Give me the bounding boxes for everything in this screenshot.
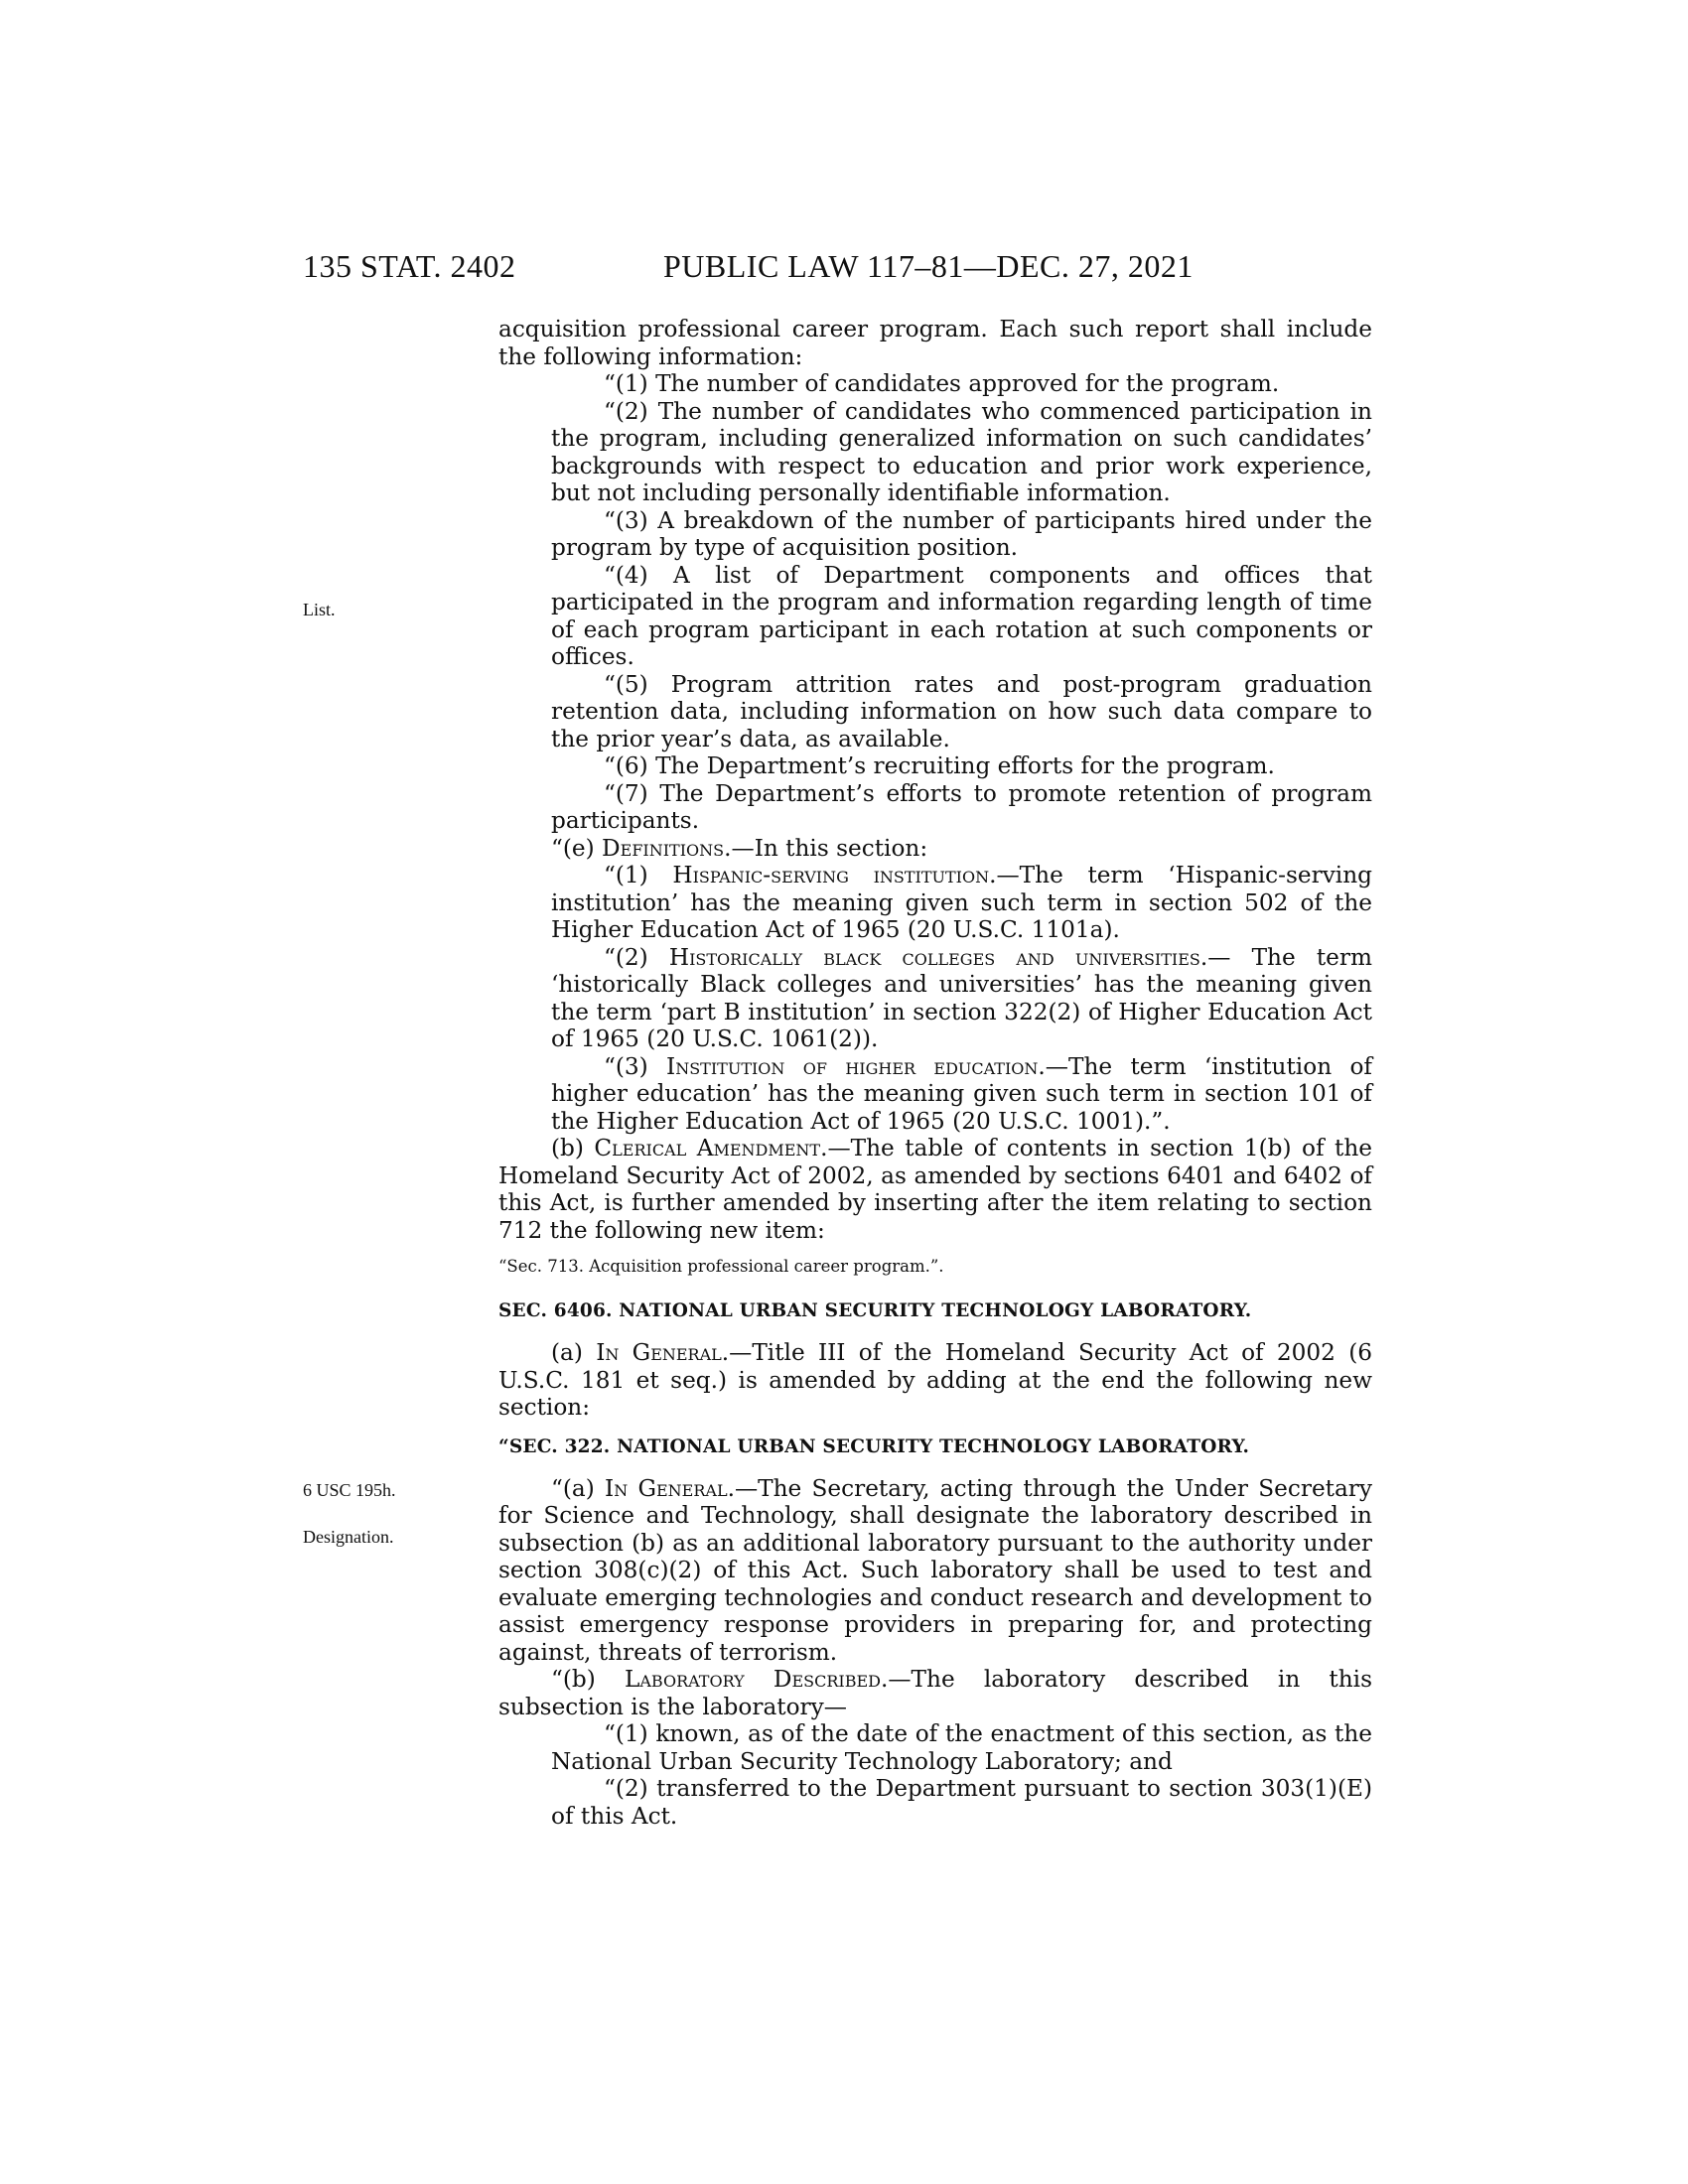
subsection-clerical-amendment: (b) Clerical Amendment.—The table of contents in section 1(b) of the Homeland Security Act of 2002, as amended by sections 6401 and 6402 of this Act, is further amended by inserting after the item relating to section 712 the following new item: [498,1135,1372,1244]
definition-term: Hispanic-serving institution [672,862,990,888]
public-law-title: PUBLIC LAW 117–81—DEC. 27, 2021 [663,248,1194,284]
margin-note-usc: 6 USC 195h. [303,1480,396,1500]
body-text [498,316,1372,1830]
list-item: “(6) The Department’s recruiting efforts for the program. [604,752,1275,779]
page-header [0,248,1688,288]
paragraph: acquisition professional career program. Each such report shall include the following information: [498,316,1372,370]
definition-item: “(1) Hispanic-serving institution.—The term ‘Hispanic-serving institution’ has the meaning given such term in section 502 of the Higher Education Act of 1965 (20 U.S.C. 1101a). [551,862,1373,943]
subsection-definitions: “(e) Definitions.—In this section: [551,834,928,862]
subsection-heading: Clerical Amendment [594,1135,821,1161]
subsection-heading: In General [605,1474,728,1502]
margin-note-list: List. [303,600,336,619]
list-item: “(5) Program attrition rates and post-program graduation retention data, including information on how such data compare to the prior year’s data, as available. [551,670,1372,752]
subsection-laboratory-described: “(b) Laboratory Described.—The laboratory described in this subsection is the laboratory— [498,1666,1372,1720]
table-of-contents-item: “Sec. 713. Acquisition professional career program.”. [498,1257,944,1276]
list-item: “(7) The Department’s efforts to promote retention of program participants. [551,779,1372,834]
list-item: “(2) transferred to the Department pursuant to section 303(1)(E) of this Act. [551,1775,1372,1830]
subsection-designation: “(a) In General.—The Secretary, acting through the Under Secretary for Science and Technology, shall designate the laboratory described in subsection (b) as an additional laboratory pursuant to the authority under section 308(c)(2) of this Act. Such laboratory shall be used to test and evaluate emerging technologies and conduct research and development to assist emergency response providers in preparing for, and protecting against, threats of terrorism. [498,1474,1372,1666]
list-item: “(3) A breakdown of the number of participants hired under the program by type of acquisition position. [551,506,1372,561]
margin-note-designation: Designation. [303,1527,394,1547]
list-item: “(2) The number of candidates who commenced participation in the program, including generalized information on such candidates’ backgrounds with respect to education and prior work experience, but not including personally identifiable information. [551,397,1372,506]
subsection-heading: In General [596,1339,722,1366]
list-item: “(1) known, as of the date of the enactment of this section, as the National Urban Security Technology Laboratory; and [551,1720,1372,1775]
definition-term: Historically black colleges and universities [668,943,1200,971]
section-heading-6406: SEC. 6406. NATIONAL URBAN SECURITY TECHNOLOGY LABORATORY. [498,1300,1252,1321]
subsection-in-general: (a) In General.—Title III of the Homeland Security Act of 2002 (6 U.S.C. 181 et seq.) is amended by adding at the end the following new section: [498,1339,1373,1421]
section-heading-322: “SEC. 322. NATIONAL URBAN SECURITY TECHNOLOGY LABORATORY. [498,1435,1250,1457]
definition-term: Institution of higher education [666,1052,1039,1080]
subsection-heading: Laboratory Described [624,1666,881,1693]
statute-page-number: 135 STAT. 2402 [303,248,516,284]
subsection-heading: Definitions [602,834,725,862]
list-item: “(1) The number of candidates approved for the program. [604,370,1280,397]
definition-item: “(2) Historically black colleges and universities.— The term ‘historically Black colleges and universities’ has the meaning given the term ‘part B institution’ in section 322(2) of Higher Education Act of 1965 (20 U.S.C. 1061(2)). [551,943,1372,1052]
list-item: “(4) A list of Department components and offices that participated in the program and information regarding length of time of each program participant in each rotation at such components or offices. [551,561,1372,670]
definition-item: “(3) Institution of higher education.—The term ‘institution of higher education’ has the meaning given such term in section 101 of the Higher Education Act of 1965 (20 U.S.C. 1001).”. [551,1052,1373,1135]
